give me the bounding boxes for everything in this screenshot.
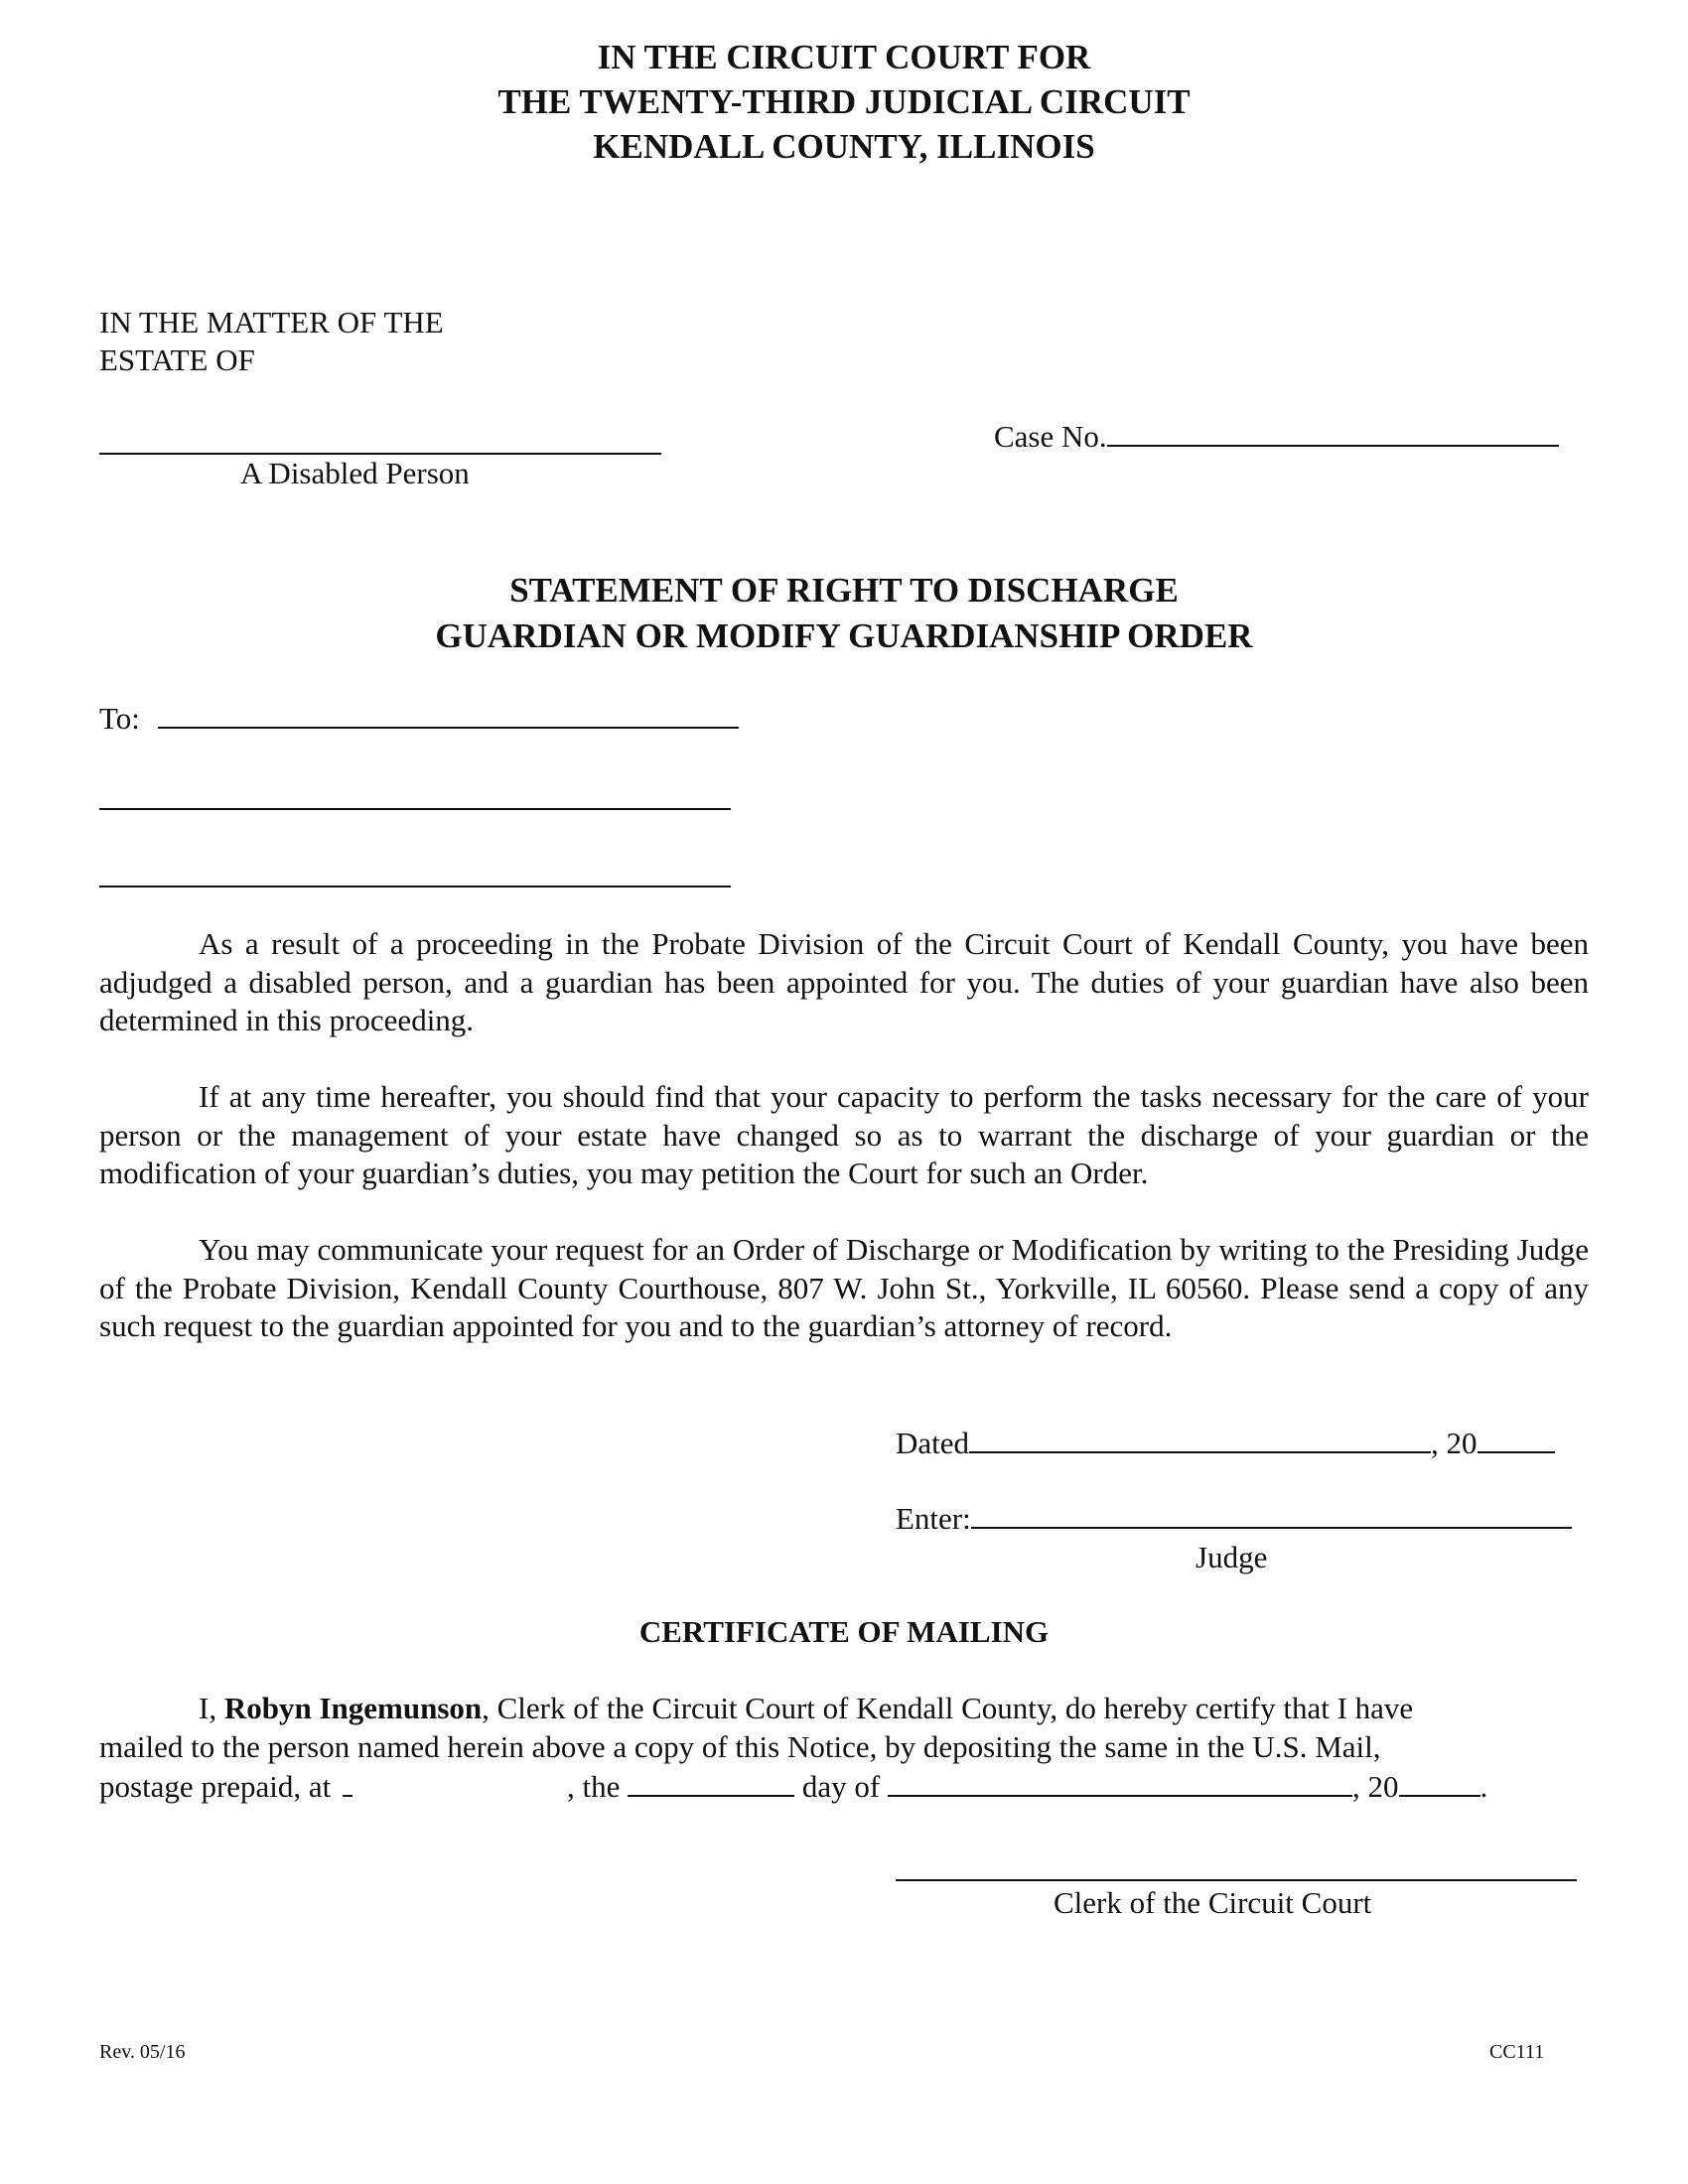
certificate-heading: CERTIFICATE OF MAILING bbox=[638, 1614, 1050, 1649]
clerk-signature-field[interactable] bbox=[896, 1879, 1577, 1881]
certificate-intro: I, bbox=[199, 1691, 224, 1725]
certificate-line-3 bbox=[99, 1767, 1487, 1806]
court-header-line-2: THE TWENTY-THIRD JUDICIAL CIRCUIT bbox=[497, 82, 1191, 121]
to-recipient-field-1[interactable] bbox=[158, 699, 739, 729]
document-title-line-1: STATEMENT OF RIGHT TO DISCHARGE bbox=[509, 571, 1179, 610]
dated-year-field[interactable] bbox=[1477, 1424, 1555, 1453]
to-label: To: bbox=[99, 701, 140, 736]
document-title-line-2: GUARDIAN OR MODIFY GUARDIANSHIP ORDER bbox=[435, 616, 1253, 655]
matter-line-1: IN THE MATTER OF THE bbox=[99, 305, 444, 340]
to-recipient-field-2[interactable] bbox=[99, 808, 731, 810]
mailing-year-field[interactable] bbox=[1399, 1767, 1480, 1797]
dated-field[interactable] bbox=[969, 1424, 1431, 1453]
body-paragraph-2: If at any time hereafter, you should find that your capacity to perform the tasks necessary for the care of your person or the management of your estate have changed so as to warrant the discharge of your guardian or the modification of your guardian’s duties, you may petition the Court for such an Order. bbox=[99, 1079, 1589, 1190]
mailing-year-prefix: , 20 bbox=[1352, 1769, 1399, 1804]
body-paragraph-1: As a result of a proceeding in the Probate Division of the Circuit Court of Kendall County, you have been adjudged a disabled person, and a guardian has been appointed for you. The duties of your guardian have also been determined in this proceeding. bbox=[99, 926, 1589, 1037]
court-header-line-1: IN THE CIRCUIT COURT FOR bbox=[597, 38, 1091, 76]
judge-label: Judge bbox=[1196, 1540, 1268, 1574]
court-header-line-3: KENDALL COUNTY, ILLINOIS bbox=[593, 127, 1095, 166]
certificate-line-1-rest: , Clerk of the Circuit Court of Kendall County, do hereby certify that I have bbox=[482, 1691, 1414, 1725]
mailing-month-field[interactable] bbox=[888, 1767, 1352, 1797]
mailing-year-suffix: . bbox=[1479, 1769, 1488, 1804]
judge-signature-field[interactable] bbox=[971, 1499, 1572, 1529]
body-paragraph-3: You may communicate your request for an Order of Discharge or Modification by writing to the Presiding Judge of the Probate Division, Kendall County Courthouse, 807 W. John St., Yorkville, IL 60560. Please send a copy of any such request to the guardian appointed for you and to the guardian’s attorney of record. bbox=[99, 1232, 1589, 1343]
the-label: , the bbox=[567, 1769, 621, 1804]
dated-row bbox=[896, 1424, 1555, 1462]
matter-line-2: ESTATE OF bbox=[99, 342, 255, 377]
form-number: CC111 bbox=[1489, 2041, 1545, 2063]
mailing-day-field[interactable] bbox=[628, 1767, 794, 1797]
certificate-line-1 bbox=[199, 1690, 1413, 1727]
day-of-label: day of bbox=[801, 1769, 881, 1804]
dated-label: Dated bbox=[896, 1426, 970, 1460]
revision-label: Rev. 05/16 bbox=[99, 2041, 186, 2063]
certificate-line-2: mailed to the person named herein above a copy of this Notice, by depositing the same in the U.S. Mail, bbox=[99, 1729, 1381, 1764]
case-number-field[interactable] bbox=[1107, 417, 1559, 447]
case-number-row bbox=[994, 417, 1559, 456]
to-recipient-field-3[interactable] bbox=[99, 886, 731, 887]
postage-label: postage prepaid, at bbox=[99, 1769, 332, 1804]
dated-year-prefix: , 20 bbox=[1431, 1426, 1477, 1460]
enter-row bbox=[896, 1499, 1572, 1538]
mailing-location-field[interactable] bbox=[343, 1767, 352, 1797]
disabled-person-label: A Disabled Person bbox=[240, 456, 470, 490]
to-row bbox=[99, 699, 739, 738]
clerk-signature-label: Clerk of the Circuit Court bbox=[1054, 1885, 1372, 1920]
clerk-name: Robyn Ingemunson bbox=[223, 1691, 483, 1725]
enter-label: Enter: bbox=[896, 1501, 971, 1536]
case-number-label: Case No. bbox=[994, 419, 1107, 454]
